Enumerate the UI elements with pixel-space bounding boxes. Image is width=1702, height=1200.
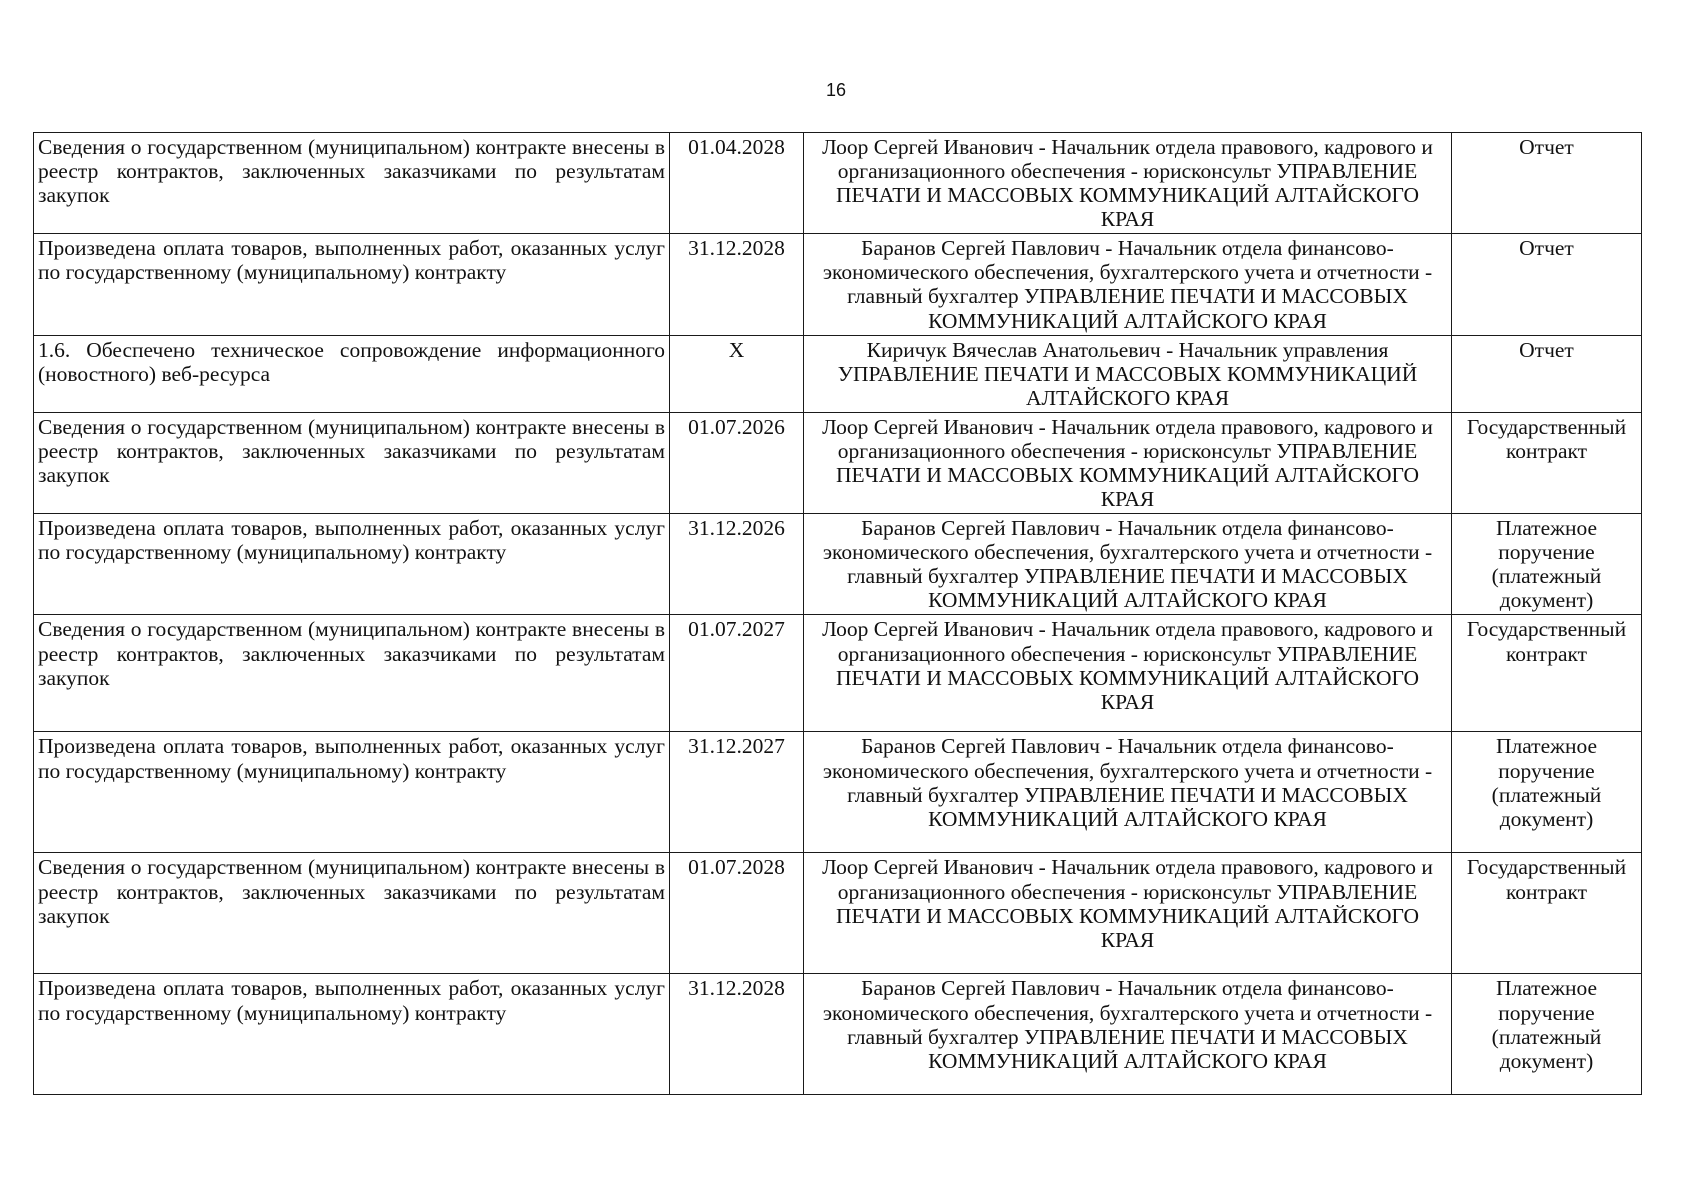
table-row	[34, 853, 1642, 974]
event-cell: Произведена оплата товаров, выполненных работ, оказанных услуг по государственному (муниципальному) контракту	[34, 234, 670, 335]
date-cell: 01.04.2028	[670, 133, 804, 234]
document-cell: Государственный контракт	[1452, 412, 1642, 513]
date-cell: 31.12.2027	[670, 732, 804, 853]
event-cell: Произведена оплата товаров, выполненных работ, оказанных услуг по государственному (муниципальному) контракту	[34, 514, 670, 615]
table-row	[34, 615, 1642, 732]
document-cell: Платежное поручение (платежный документ)	[1452, 974, 1642, 1095]
event-cell: Сведения о государственном (муниципальном) контракте внесены в реестр контрактов, заключенных заказчиками по результатам закупок	[34, 615, 670, 732]
responsible-cell: Баранов Сергей Павлович - Начальник отдела финансово-экономического обеспечения, бухгалтерского учета и отчетности - главный бухгалтер УПРАВЛЕНИЕ ПЕЧАТИ И МАССОВЫХ КОММУНИКАЦИЙ АЛТАЙСКОГО КРАЯ	[804, 234, 1452, 335]
responsible-cell: Лоор Сергей Иванович - Начальник отдела правового, кадрового и организационного обеспечения - юрисконсульт УПРАВЛЕНИЕ ПЕЧАТИ И МАССОВЫХ КОММУНИКАЦИЙ АЛТАЙСКОГО КРАЯ	[804, 412, 1452, 513]
document-cell: Государственный контракт	[1452, 615, 1642, 732]
table-row	[34, 732, 1642, 853]
date-cell: 01.07.2026	[670, 412, 804, 513]
date-cell: 31.12.2028	[670, 234, 804, 335]
table-row	[34, 234, 1642, 335]
document-cell: Платежное поручение (платежный документ)	[1452, 514, 1642, 615]
table-row	[34, 514, 1642, 615]
document-cell: Отчет	[1452, 133, 1642, 234]
table-row	[34, 974, 1642, 1095]
event-cell: Произведена оплата товаров, выполненных работ, оказанных услуг по государственному (муниципальному) контракту	[34, 974, 670, 1095]
responsible-cell: Лоор Сергей Иванович - Начальник отдела правового, кадрового и организационного обеспечения - юрисконсульт УПРАВЛЕНИЕ ПЕЧАТИ И МАССОВЫХ КОММУНИКАЦИЙ АЛТАЙСКОГО КРАЯ	[804, 615, 1452, 732]
event-cell: Произведена оплата товаров, выполненных работ, оказанных услуг по государственному (муниципальному) контракту	[34, 732, 670, 853]
event-cell: Сведения о государственном (муниципальном) контракте внесены в реестр контрактов, заключенных заказчиками по результатам закупок	[34, 412, 670, 513]
table-row	[34, 412, 1642, 513]
event-cell: Сведения о государственном (муниципальном) контракте внесены в реестр контрактов, заключенных заказчиками по результатам закупок	[34, 853, 670, 974]
table-row	[34, 335, 1642, 412]
document-cell: Отчет	[1452, 335, 1642, 412]
event-cell: Сведения о государственном (муниципальном) контракте внесены в реестр контрактов, заключенных заказчиками по результатам закупок	[34, 133, 670, 234]
responsible-cell: Баранов Сергей Павлович - Начальник отдела финансово-экономического обеспечения, бухгалтерского учета и отчетности - главный бухгалтер УПРАВЛЕНИЕ ПЕЧАТИ И МАССОВЫХ КОММУНИКАЦИЙ АЛТАЙСКОГО КРАЯ	[804, 732, 1452, 853]
responsible-cell: Баранов Сергей Павлович - Начальник отдела финансово-экономического обеспечения, бухгалтерского учета и отчетности - главный бухгалтер УПРАВЛЕНИЕ ПЕЧАТИ И МАССОВЫХ КОММУНИКАЦИЙ АЛТАЙСКОГО КРАЯ	[804, 514, 1452, 615]
date-cell: 31.12.2028	[670, 974, 804, 1095]
date-cell: 01.07.2027	[670, 615, 804, 732]
document-cell: Платежное поручение (платежный документ)	[1452, 732, 1642, 853]
date-cell: 31.12.2026	[670, 514, 804, 615]
responsible-cell: Киричук Вячеслав Анатольевич - Начальник управления УПРАВЛЕНИЕ ПЕЧАТИ И МАССОВЫХ КОММУНИКАЦИЙ АЛТАЙСКОГО КРАЯ	[804, 335, 1452, 412]
responsible-cell: Лоор Сергей Иванович - Начальник отдела правового, кадрового и организационного обеспечения - юрисконсульт УПРАВЛЕНИЕ ПЕЧАТИ И МАССОВЫХ КОММУНИКАЦИЙ АЛТАЙСКОГО КРАЯ	[804, 853, 1452, 974]
date-cell: X	[670, 335, 804, 412]
document-cell: Отчет	[1452, 234, 1642, 335]
table-row	[34, 133, 1642, 234]
event-cell: 1.6. Обеспечено техническое сопровождение информационного (новостного) веб-ресурса	[34, 335, 670, 412]
date-cell: 01.07.2028	[670, 853, 804, 974]
responsible-cell: Лоор Сергей Иванович - Начальник отдела правового, кадрового и организационного обеспечения - юрисконсульт УПРАВЛЕНИЕ ПЕЧАТИ И МАССОВЫХ КОММУНИКАЦИЙ АЛТАЙСКОГО КРАЯ	[804, 133, 1452, 234]
page-number: 16	[825, 80, 847, 100]
document-cell: Государственный контракт	[1452, 853, 1642, 974]
responsible-cell: Баранов Сергей Павлович - Начальник отдела финансово-экономического обеспечения, бухгалтерского учета и отчетности - главный бухгалтер УПРАВЛЕНИЕ ПЕЧАТИ И МАССОВЫХ КОММУНИКАЦИЙ АЛТАЙСКОГО КРАЯ	[804, 974, 1452, 1095]
plan-table	[33, 132, 1642, 1095]
